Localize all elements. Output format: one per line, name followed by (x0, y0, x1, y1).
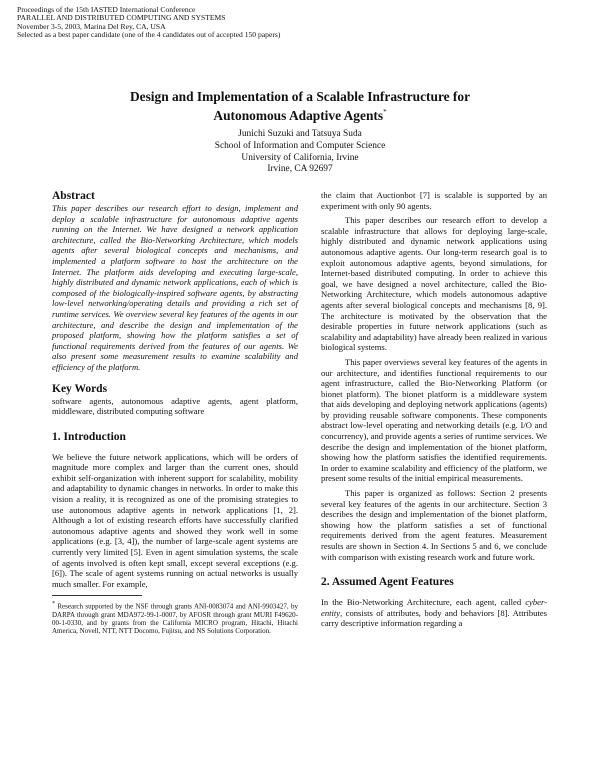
header-line: November 3-5, 2003, Marina Del Rey, CA, USA (17, 21, 166, 31)
header-line: Selected as a best paper candidate (one of the 4 candidates out of accepted 150 papers) (17, 30, 281, 40)
right-paragraph-3: This paper is organized as follows: Section 2 presents several key features of the agents in our architecture. Section 3 describes the design and implementation of the bionet platform, showing how the platform satisfies a set of functional requirements derived from the agent features. Measurement results are shown in Section 4. In Sections 5 and 6, we conclude with comparison with existing research work and future work. (321, 488, 547, 562)
p4-text-b: , consists of attributes, body and behaviors [8]. Attributes carry descriptive information regarding a (321, 607, 547, 629)
footnote-text: Research supported by the NSF through grants ANI-0083074 and ANI-9903427, by DARPA through grant MDA972-99-1-0007, by AFOSR through grant MURI F49620-00-1-0330, and by grants from the California MICRO program, Hitachi, Hitachi America, Novell, NTT, NTT Docomo, Fujitsu, and NS Solutions Corporation. (52, 602, 299, 636)
p4-emphasis: cyber-entity (321, 597, 547, 618)
author-university: University of California, Irvine (241, 152, 359, 163)
right-paragraph-1: This paper describes our research effort to develop a scalable infrastructure that allows for deploying large-scale, highly distributed and dynamic network applications using autonomous adaptive agents. Our long-term research goal is to exploit autonomous adaptive agents, beyond simulations, for Internet-based distributed computing. In order to achieve this goal, we have designed a novel architecture, called the Bio-Networking Architecture, which models autonomous adaptive agents after several biological concepts and mechanisms [8, 9]. The architecture is motivated by the observation that the desirable properties in future network applications (such as scalability and adaptability) have already been realized in various biological systems. (321, 215, 547, 353)
keywords-heading: Key Words (52, 382, 108, 395)
header-line: Proceedings of the 15th IASTED International Conference (17, 5, 196, 14)
proceedings-header (17, 6, 280, 40)
intro-paragraph: We believe the future network applications, which will be orders of magnitude more complex and larger than the current ones, should exhibit self-organization with inherent support for scalability, mobility and adaptability to dynamic changes in networks. In order to make this vision a reality, it is recognized as one of the promising strategies to use autonomous adaptive agents in network applications [1, 2]. Although a lot of existing research efforts have successfully clarified autonomous adaptive agents and showed they work well in some applications (e.g. [3, 4]), the number of large-scale agent systems are currently very limited [5]. Even in agent simulation systems, the scale of agents involved is often kept small, except several exceptions (e.g. [6]). The scale of agent systems running on actual networks is usually much smaller. For example, (52, 451, 298, 589)
author-block (120, 129, 480, 176)
keywords-text: software agents, autonomous adaptive agents, agent platform, middleware, distributed computing software (52, 395, 298, 417)
title-line-2: Autonomous Adaptive Agents (213, 107, 384, 123)
abstract-text: This paper describes our research effort to design, implement and deploy a scalable infrastructure for autonomous adaptive agents running on the Internet. We have designed a network application architecture, called the Bio-Networking Architecture, which models agents after several biological concepts and mechanisms, and implemented a platform software to host the architecture on the Internet. The platform aids developing and executing large-scale, highly distributed and dynamic network applications, each of which is composed of the biologically-inspired software agents, by abstracting low-level networking/operating details and providing a rich set of runtime services. We overview several key features of the agents in our architecture, and describe the design and implementation of the proposed platform, showing how the platform satisfies a set of functional requirements derived from the features of our agents. We also present some measurement results to examine scalability and efficiency of the platform. (52, 203, 298, 372)
header-line: PARALLEL AND DISTRIBUTED COMPUTING AND SYSTEMS (17, 13, 226, 23)
paper-title (60, 89, 540, 123)
section2-heading: 2. Assumed Agent Features (321, 576, 454, 589)
footnote-mark: * (52, 601, 55, 608)
right-paragraph-0: the claim that Auctionbot [7] is scalable is supported by an experiment with only 90 agents. (321, 190, 547, 211)
footnote-rule (52, 595, 142, 596)
intro-heading: 1. Introduction (52, 430, 126, 443)
title-line-1: Design and Implementation of a Scalable Infrastructure for (129, 89, 471, 104)
title-footnote-mark: * (383, 107, 387, 116)
left-column (52, 190, 298, 636)
author-city: Irvine, CA 92697 (267, 164, 333, 175)
right-paragraph-4 (321, 597, 547, 629)
abstract-heading: Abstract (52, 190, 95, 202)
right-column (321, 190, 547, 629)
p4-text-a: In the Bio-Networking Architecture, each agent, called (321, 597, 526, 608)
right-paragraph-2: This paper overviews several key features of the agents in our architecture, and identifies functional requirements to our agent infrastructure, called the Bio-Networking Platform (or bionet platform). The bionet platform is a middleware system that aids developing and deploying network applications (agents) by providing reusable software components. These components abstract low-level operating and networking details (e.g. I/O and concurrency), and provide agents a series of runtime services. We describe the design and implementation of the bionet platform, showing how the platform satisfies the identified requirements. In order to examine scalability and efficiency of the platform, we present some results of the initial empirical measurements. (321, 356, 547, 484)
author-dept: School of Information and Computer Science (214, 140, 386, 151)
footnote (52, 600, 298, 635)
author-names: Junichi Suzuki and Tatsuya Suda (238, 129, 362, 139)
